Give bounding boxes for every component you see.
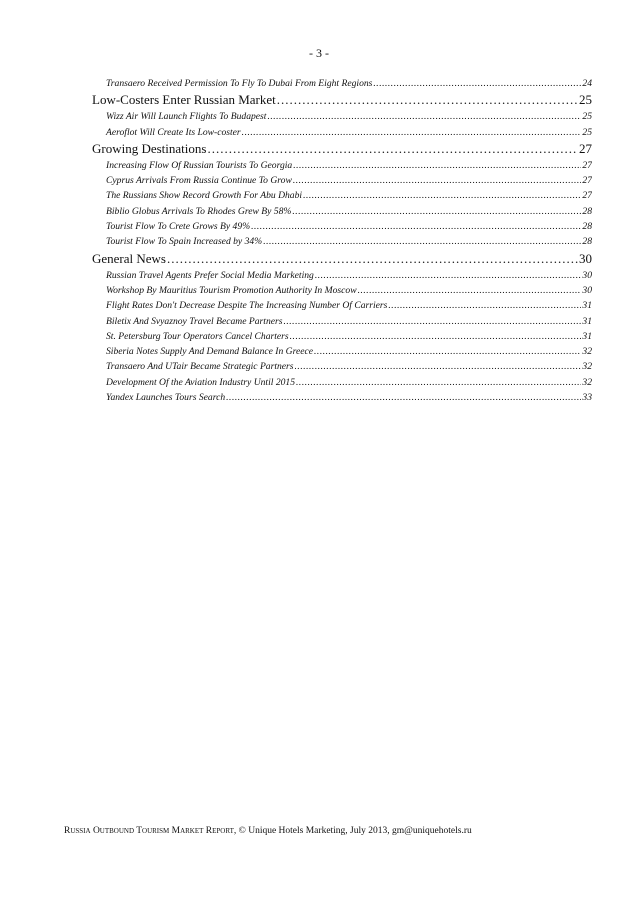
- toc-entry-page: 31: [582, 330, 592, 342]
- toc-dot-leader: [277, 91, 578, 109]
- toc-entry-page: 28: [582, 221, 592, 233]
- toc-entry-page: 31: [582, 315, 592, 327]
- toc-entry-page: 27: [582, 190, 592, 202]
- toc-entry-title: General News: [92, 250, 166, 266]
- toc-entry-page: 27: [582, 175, 592, 187]
- toc-entry-page: 32: [582, 376, 592, 388]
- table-of-contents: [92, 76, 592, 405]
- footer-report-title: Russia Outbound Tourism Market Report: [64, 826, 234, 836]
- toc-dot-leader: [267, 109, 581, 124]
- toc-section-entry[interactable]: [92, 140, 592, 158]
- toc-entry-page: 33: [582, 392, 592, 404]
- toc-subsection-entry[interactable]: [92, 390, 592, 405]
- toc-dot-leader: [295, 359, 582, 374]
- toc-dot-leader: [290, 329, 582, 344]
- toc-entry-title: Workshop By Mauritius Tourism Promotion Authority In Moscow: [106, 284, 357, 296]
- toc-entry-title: Flight Rates Don't Decrease Despite The Increasing Number Of Carriers: [106, 300, 388, 312]
- toc-entry-page: 25: [579, 92, 592, 108]
- toc-entry-title: Biletix And Svyaznoy Travel Became Partners: [106, 315, 283, 327]
- toc-subsection-entry[interactable]: [92, 344, 592, 359]
- toc-subsection-entry[interactable]: [92, 268, 592, 283]
- toc-entry-title: Tourist Flow To Crete Grows By 49%: [106, 221, 251, 233]
- toc-entry-title: Wizz Air Will Launch Flights To Budapest: [106, 111, 267, 123]
- toc-dot-leader: [292, 204, 581, 219]
- toc-entry-page: 25: [582, 126, 592, 138]
- toc-dot-leader: [358, 283, 582, 298]
- toc-entry-title: Growing Destinations: [92, 140, 207, 156]
- toc-dot-leader: [315, 268, 582, 283]
- toc-subsection-entry[interactable]: [92, 359, 592, 374]
- toc-entry-page: 32: [582, 361, 592, 373]
- toc-entry-title: St. Petersburg Tour Operators Cancel Charters: [106, 330, 289, 342]
- toc-subsection-entry[interactable]: [92, 173, 592, 188]
- toc-entry-page: 30: [582, 269, 592, 281]
- toc-dot-leader: [293, 158, 581, 173]
- toc-subsection-entry[interactable]: [92, 204, 592, 219]
- toc-subsection-entry[interactable]: [92, 329, 592, 344]
- toc-subsection-entry[interactable]: [92, 298, 592, 313]
- toc-dot-leader: [251, 219, 581, 234]
- toc-entry-page: 28: [582, 205, 592, 217]
- toc-subsection-entry[interactable]: [92, 76, 592, 91]
- toc-dot-leader: [314, 344, 581, 359]
- toc-subsection-entry[interactable]: [92, 158, 592, 173]
- toc-dot-leader: [388, 298, 581, 313]
- toc-dot-leader: [283, 314, 581, 329]
- toc-subsection-entry[interactable]: [92, 314, 592, 329]
- toc-section-entry[interactable]: [92, 91, 592, 109]
- toc-subsection-entry[interactable]: [92, 125, 592, 140]
- page-footer: [64, 826, 472, 836]
- toc-entry-title: Transaero Received Permission To Fly To Dubai From Eight Regions: [106, 78, 373, 89]
- toc-entry-page: 30: [579, 250, 592, 266]
- page-number: - 3 -: [309, 46, 329, 60]
- toc-subsection-entry[interactable]: [92, 219, 592, 234]
- toc-entry-title: Cyprus Arrivals From Russia Continue To Grow: [106, 175, 292, 187]
- toc-entry-page: 24: [582, 78, 592, 89]
- toc-subsection-entry[interactable]: [92, 375, 592, 390]
- toc-entry-title: Low-Costers Enter Russian Market: [92, 92, 276, 108]
- toc-subsection-entry[interactable]: [92, 109, 592, 124]
- toc-entry-title: Siberia Notes Supply And Demand Balance In Greece: [106, 346, 314, 358]
- toc-entry-page: 32: [582, 346, 592, 358]
- toc-dot-leader: [303, 188, 581, 203]
- toc-entry-page: 25: [582, 111, 592, 123]
- toc-dot-leader: [296, 375, 581, 390]
- toc-dot-leader: [207, 140, 578, 158]
- toc-dot-leader: [242, 125, 582, 140]
- toc-subsection-entry[interactable]: [92, 234, 592, 249]
- toc-entry-page: 27: [582, 159, 592, 171]
- toc-entry-title: Biblio Globus Arrivals To Rhodes Grew By 58%: [106, 205, 292, 217]
- toc-dot-leader: [167, 250, 578, 268]
- toc-subsection-entry[interactable]: [92, 188, 592, 203]
- toc-dot-leader: [226, 390, 581, 405]
- toc-dot-leader: [373, 76, 581, 91]
- toc-entry-title: Transaero And UTair Became Strategic Partners: [106, 361, 294, 373]
- toc-entry-page: 30: [582, 284, 592, 296]
- toc-dot-leader: [263, 234, 581, 249]
- toc-entry-title: Increasing Flow Of Russian Tourists To Georgia: [106, 159, 293, 171]
- toc-entry-page: 27: [579, 140, 592, 156]
- footer-copyright: , © Unique Hotels Marketing, July 2013, gm@uniquehotels.ru: [233, 826, 472, 836]
- toc-entry-page: 28: [582, 236, 592, 248]
- toc-entry-title: Tourist Flow To Spain Increased by 34%: [106, 236, 263, 248]
- toc-entry-title: Development Of the Aviation Industry Until 2015: [106, 376, 296, 388]
- toc-subsection-entry[interactable]: [92, 283, 592, 298]
- toc-dot-leader: [293, 173, 582, 188]
- toc-entry-title: Russian Travel Agents Prefer Social Media Marketing: [106, 269, 314, 281]
- toc-entry-title: Yandex Launches Tours Search: [106, 392, 226, 404]
- toc-section-entry[interactable]: [92, 250, 592, 268]
- toc-entry-title: Aeroflot Will Create Its Low-coster: [106, 126, 241, 138]
- toc-entry-title: The Russians Show Record Growth For Abu Dhabi: [106, 190, 303, 202]
- toc-entry-page: 31: [582, 300, 592, 312]
